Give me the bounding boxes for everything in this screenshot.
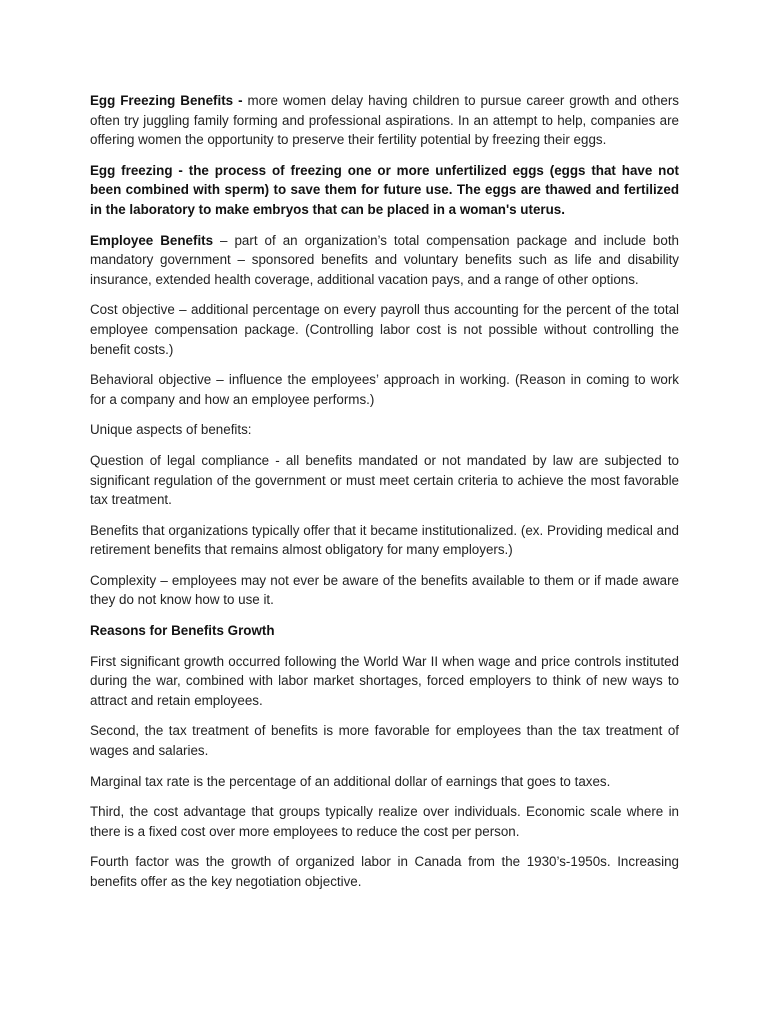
behavioral-objective-paragraph: Behavioral objective – influence the employees’ approach in working. (Reason in coming to work for a company and how an employee performs.) — [90, 372, 679, 407]
complexity-paragraph: Complexity – employees may not ever be aware of the benefits available to them or if made aware they do not know how to use it. — [90, 572, 679, 608]
first-growth-paragraph: First significant growth occurred following the World War II when wage and price controls instituted during the war, combined with labor market shortages, forced employers to think of new ways to attract and retain employees. — [90, 653, 679, 708]
egg-freezing-benefits-paragraph — [90, 91, 679, 150]
marginal-tax-rate-paragraph: Marginal tax rate is the percentage of an additional dollar of earnings that goes to taxes. — [90, 773, 611, 789]
legal-compliance-paragraph: Question of legal compliance - all benefits mandated or not mandated by law are subjected to significant regulation of the government or must meet certain criteria to achieve the most favorable tax treatment. — [90, 452, 679, 508]
employee-benefits-text: – part of an organization’s total compensation package and include both mandatory government – sponsored benefits and voluntary benefits such as life and disability insurance, extended health coverage, additional vacation pays, and a range of other options. — [90, 232, 679, 287]
section-heading: Reasons for Benefits Growth — [90, 623, 275, 639]
fourth-growth-paragraph: Fourth factor was the growth of organized labor in Canada from the 1930’s-1950s. Increasing benefits offer as the key negotiation objective. — [90, 854, 679, 889]
unique-aspects-paragraph: Unique aspects of benefits: — [90, 422, 252, 438]
second-growth-paragraph: Second, the tax treatment of benefits is more favorable for employees than the tax treatment of wages and salaries. — [90, 723, 679, 759]
employee-benefits-term: Employee Benefits — [90, 232, 214, 248]
egg-freezing-benefits-term: Egg Freezing Benefits - — [90, 93, 243, 108]
cost-objective-paragraph: Cost objective – additional percentage on every payroll thus accounting for the percent of the total employee compensation package. (Controlling labor cost is not possible without controlling the benefit costs.) — [90, 302, 679, 357]
employee-benefits-paragraph — [90, 231, 679, 290]
institutionalized-benefits-paragraph: Benefits that organizations typically offer that it became institutionalized. (ex. Providing medical and retirement benefits that remains almost obligatory for many employers.) — [90, 522, 679, 558]
document-page — [90, 91, 679, 903]
egg-freezing-definition-paragraph: Egg freezing - the process of freezing one or more unfertilized eggs (eggs that have not been combined with sperm) to save them for future use. The eggs are thawed and fertilized in the laboratory to make embryos that can be placed in a woman's uterus. — [90, 162, 679, 217]
egg-freezing-benefits-text: more women delay having children to pursue career growth and others often try juggling family forming and professional aspirations. In an attempt to help, companies are offering women the opportunity to preserve their fertility potential by freezing their eggs. — [90, 93, 679, 148]
third-growth-paragraph: Third, the cost advantage that groups typically realize over individuals. Economic scale where in there is a fixed cost over more employees to reduce the cost per person. — [90, 804, 679, 839]
